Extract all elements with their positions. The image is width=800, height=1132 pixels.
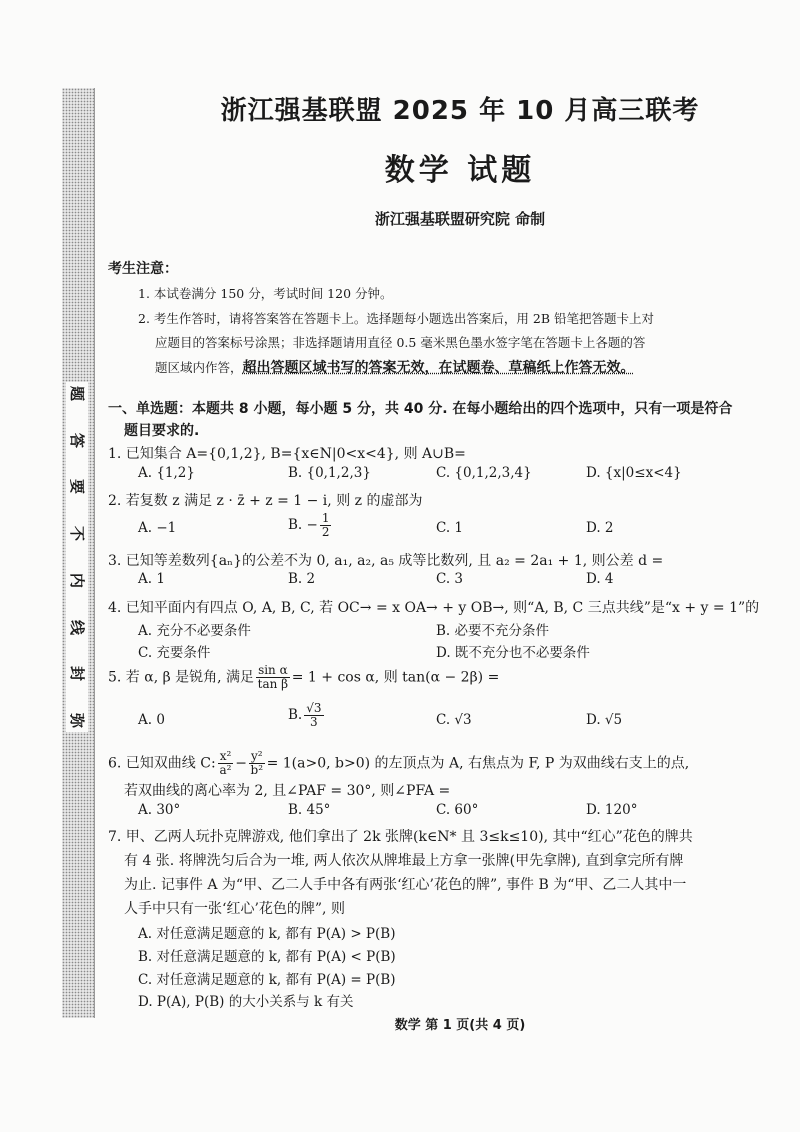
q6-stem-pre: 6. 已知双曲线 C: [108, 755, 216, 772]
numerator: 1 [321, 511, 330, 525]
q4-option-b: B. 必要不充分条件 [436, 623, 550, 639]
question-5 [108, 664, 499, 691]
q1-option-b: B. {0,1,2,3} [288, 465, 371, 481]
q5-option-b-label: B. [288, 707, 303, 724]
fraction [304, 702, 323, 729]
q2-option-c: C. 1 [436, 520, 464, 536]
q4-option-a: A. 充分不必要条件 [138, 623, 251, 639]
question-4: 4. 已知平面内有四点 O, A, B, C, 若 OC→ = x OA→ + y OB→, 则“A, B, C 三点共线”是“x + y = 1”的 [108, 600, 760, 616]
numerator: x² [219, 749, 232, 763]
q5-option-c: C. √3 [436, 712, 472, 728]
page-footer: 数学 第 1 页(共 4 页) [394, 1018, 526, 1033]
notice-item [155, 361, 635, 375]
question-7-line: 为止. 记事件 A 为“甲、乙二人手中各有两张‘红心’花色的牌”, 事件 B 为“甲、乙二人其中一 [124, 877, 687, 893]
section-header-cont: 题目要求的. [124, 423, 200, 439]
section-header: 一、单选题：本题共 8 小题，每小题 5 分，共 40 分. 在每小题给出的四个选项中，只有一项是符合 [108, 401, 733, 417]
q3-option-b: B. 2 [288, 571, 316, 587]
strip-char: 不 [68, 526, 87, 542]
q6-option-c: C. 60° [436, 802, 479, 818]
question-7-line: 人手中只有一张‘红心’花色的牌”, 则 [124, 901, 345, 917]
binding-strip-text [66, 382, 88, 732]
q7-option-a: A. 对任意满足题意的 k, 都有 P(A) > P(B) [138, 926, 396, 942]
q1-option-a: A. {1,2} [138, 465, 195, 481]
q3-option-c: C. 3 [436, 571, 464, 587]
denominator: 2 [321, 525, 330, 540]
q2-option-b-label: B. − [288, 517, 318, 534]
strip-char: 要 [68, 479, 87, 495]
question-3: 3. 已知等差数列{aₙ}的公差不为 0, a₁, a₂, a₅ 成等比数列, 且 a₂ = 2a₁ + 1, 则公差 d = [108, 553, 664, 569]
strip-char: 答 [68, 432, 87, 448]
q5-stem-pre: 5. 若 α, β 是锐角, 满足 [108, 669, 255, 686]
q3-option-d: D. 4 [586, 571, 614, 587]
q6-option-a: A. 30° [138, 802, 181, 818]
q6-stem-post: = 1(a>0, b>0) 的左顶点为 A, 右焦点为 F, P 为双曲线右支上的点, [266, 755, 690, 772]
fraction [249, 750, 265, 777]
question-1: 1. 已知集合 A={0,1,2}, B={x∈N|0<x<4}, 则 A∪B= [108, 446, 466, 462]
strip-char: 弥 [68, 712, 87, 728]
denominator: 3 [310, 715, 318, 730]
q6-option-d: D. 120° [586, 802, 638, 818]
q4-option-c: C. 充要条件 [138, 645, 211, 661]
minus-sign: − [235, 755, 247, 772]
question-6-line2: 若双曲线的离心率为 2, 且∠PAF = 30°, 则∠PFA = [124, 783, 451, 799]
notice-item: 2. 考生作答时，请将答案答在答题卡上。选择题每小题选出答案后，用 2B 铅笔把答题卡上对 [138, 311, 654, 326]
q5-option-b [288, 702, 326, 729]
q7-option-d: D. P(A), P(B) 的大小关系与 k 有关 [138, 994, 354, 1010]
numerator: y² [251, 749, 263, 763]
fraction [320, 512, 332, 539]
notice-item: 1. 本试卷满分 150 分，考试时间 120 分钟。 [138, 286, 393, 301]
q2-option-a: A. −1 [138, 520, 177, 536]
q1-option-d: D. {x|0≤x<4} [586, 465, 682, 481]
fraction [256, 664, 290, 691]
notice-heading: 考生注意： [108, 261, 178, 277]
notice-item: 应题目的答案标号涂黑；非选择题请用直径 0.5 毫米黑色墨水签字笔在答题卡上各题的答 [155, 335, 646, 350]
strip-char: 题 [68, 385, 87, 402]
maker-line: 浙江强基联盟研究院 命制 [374, 210, 546, 228]
q4-option-d: D. 既不充分也不必要条件 [436, 645, 590, 661]
strip-char: 封 [68, 666, 87, 682]
q5-stem-post: = 1 + cos α, 则 tan(α − 2β) = [291, 669, 500, 686]
q3-option-a: A. 1 [138, 571, 165, 587]
q7-option-c: C. 对任意满足题意的 k, 都有 P(A) = P(B) [138, 972, 396, 988]
numerator: sin α [258, 663, 288, 677]
question-7-line: 7. 甲、乙两人玩扑克牌游戏, 他们拿出了 2k 张牌(k∈N* 且 3≤k≤10), 其中“红心”花色的牌共 [108, 829, 693, 845]
exam-title: 浙江强基联盟 2025 年 10 月高三联考 [220, 96, 700, 126]
denominator: b² [250, 763, 264, 778]
q1-option-c: C. {0,1,2,3,4} [436, 465, 532, 481]
subject-title: 数学 试题 [384, 153, 536, 188]
denominator: tan β [257, 677, 289, 692]
fraction [218, 750, 234, 777]
q5-option-a: A. 0 [138, 712, 165, 728]
question-2: 2. 若复数 z 满足 z · z̄ + z = 1 − i, 则 z 的虚部为 [108, 493, 423, 509]
q7-option-b: B. 对任意满足题意的 k, 都有 P(A) < P(B) [138, 949, 396, 965]
q6-option-b: B. 45° [288, 802, 331, 818]
q2-option-b [288, 512, 333, 539]
question-7-line: 有 4 张. 将牌洗匀后合为一堆, 两人依次从牌堆最上方拿一张牌(甲先拿牌), 直到拿完所有牌 [124, 853, 684, 869]
q2-option-d: D. 2 [586, 520, 614, 536]
denominator: a² [219, 763, 232, 778]
q5-option-d: D. √5 [586, 712, 623, 728]
question-6 [108, 750, 689, 777]
notice-text: 题区域内作答， [155, 360, 243, 375]
numerator: √3 [306, 701, 322, 715]
strip-char: 线 [68, 619, 87, 635]
strip-char: 内 [68, 572, 87, 588]
notice-emphasis: 超出答题区域书写的答案无效，在试题卷、草稿纸上作答无效。 [242, 360, 635, 376]
